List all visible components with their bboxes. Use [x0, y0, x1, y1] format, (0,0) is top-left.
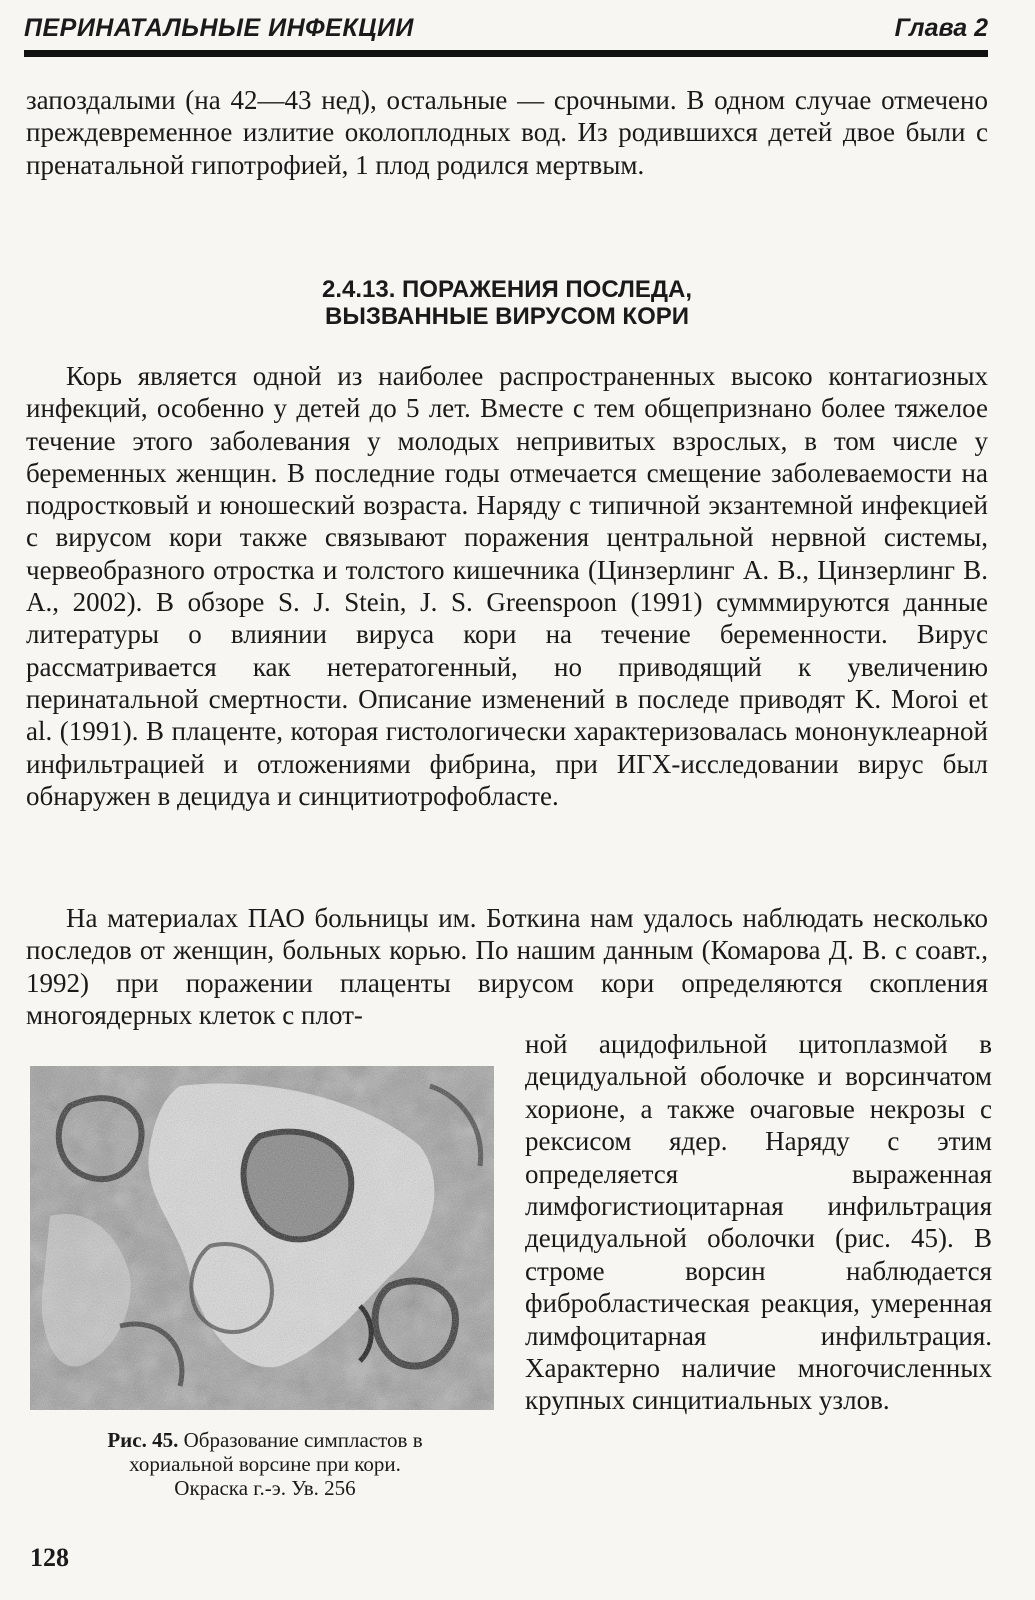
caption-line-1: Образование симпластов в: [183, 1428, 423, 1452]
histology-micrograph: [30, 1066, 494, 1410]
micrograph-image: [30, 1066, 494, 1410]
running-title: ПЕРИНАТАЛЬНЫЕ ИНФЕКЦИИ: [24, 14, 414, 42]
section-heading: [26, 276, 988, 330]
figure-label: Рис. 45.: [107, 1428, 179, 1452]
paragraph-continuation: запоздалыми (на 42—43 нед), остальные — срочными. В одном случае отмечено преждевременное излитие околоплодных вод. Из родившихся детей двое были с пренатальной гипотрофией, 1 плод родился мертвым.: [26, 85, 988, 180]
chapter-label: Глава 2: [894, 14, 988, 42]
paragraph-measles-intro: Корь является одной из наиболее распространенных высоко контагиозных инфекций, особенно у детей до 5 лет. Вместе с тем общепризнано более тяжелое течение этого заболевания у молодых непривитых взрослых, в том числе у беременных женщин. В последние годы отмечается смещение заболеваемости на подростковый и юношеский возраста. Наряду с типичной экзантемной инфекцией с вирусом кори также связывают поражения центральной нервной системы, червеобразного отростка и толстого кишечника (Цинзерлинг А. В., Цинзерлинг В. А., 2002). В обзоре S. J. Stein, J. S. Greenspoon (1991) сумммируются данные литературы о влиянии вируса кори на течение беременности. Вирус рассматривается как нетератогенный, но приводящий к увеличению перинатальной смертности. Описание изменений в последе приводят K. Moroi et al. (1991). В плаценте, которая гистологически характеризовалась мононуклеарной инфильтрацией и отложениями фибрина, при ИГХ-исследовании вирус был обнаружен в децидуа и синцитиотрофобласте.: [26, 361, 988, 811]
section-heading-line1: 2.4.13. ПОРАЖЕНИЯ ПОСЛЕДА,: [321, 276, 692, 303]
caption-line-2: хориальной ворсине при кори.: [129, 1452, 401, 1476]
paragraph-botkin-continued: ной ацидофильной цитоплазмой в децидуальной оболочке и ворсинчатом хорионе, а также очаговые некрозы с рексисом ядер. Наряду с этим определяется выраженная лимфогистиоцитарная инфильтрация децидуальной оболочки (рис. 45). В строме ворсин наблюдается фибробластическая реакция, умеренная лимфоцитарная инфильтрация. Характерно наличие многочисленных крупных синцитиальных узлов.: [525, 1029, 992, 1416]
section-heading-line2: ВЫЗВАННЫЕ ВИРУСОМ КОРИ: [324, 303, 689, 330]
header-rule: [24, 50, 988, 57]
page-number: 128: [30, 1543, 69, 1572]
caption-line-3: Окраска г.-э. Ув. 256: [174, 1476, 356, 1500]
paragraph-botkin-materials: На материалах ПАО больницы им. Боткина нам удалось наблюдать несколько последов от женщин, больных корью. По нашим данным (Комарова Д. В. с соавт., 1992) при поражении плаценты вирусом кори определяются скопления многоядерных клеток с плот-: [26, 903, 988, 1030]
figure-caption: [30, 1428, 500, 1500]
running-header: [24, 14, 988, 48]
